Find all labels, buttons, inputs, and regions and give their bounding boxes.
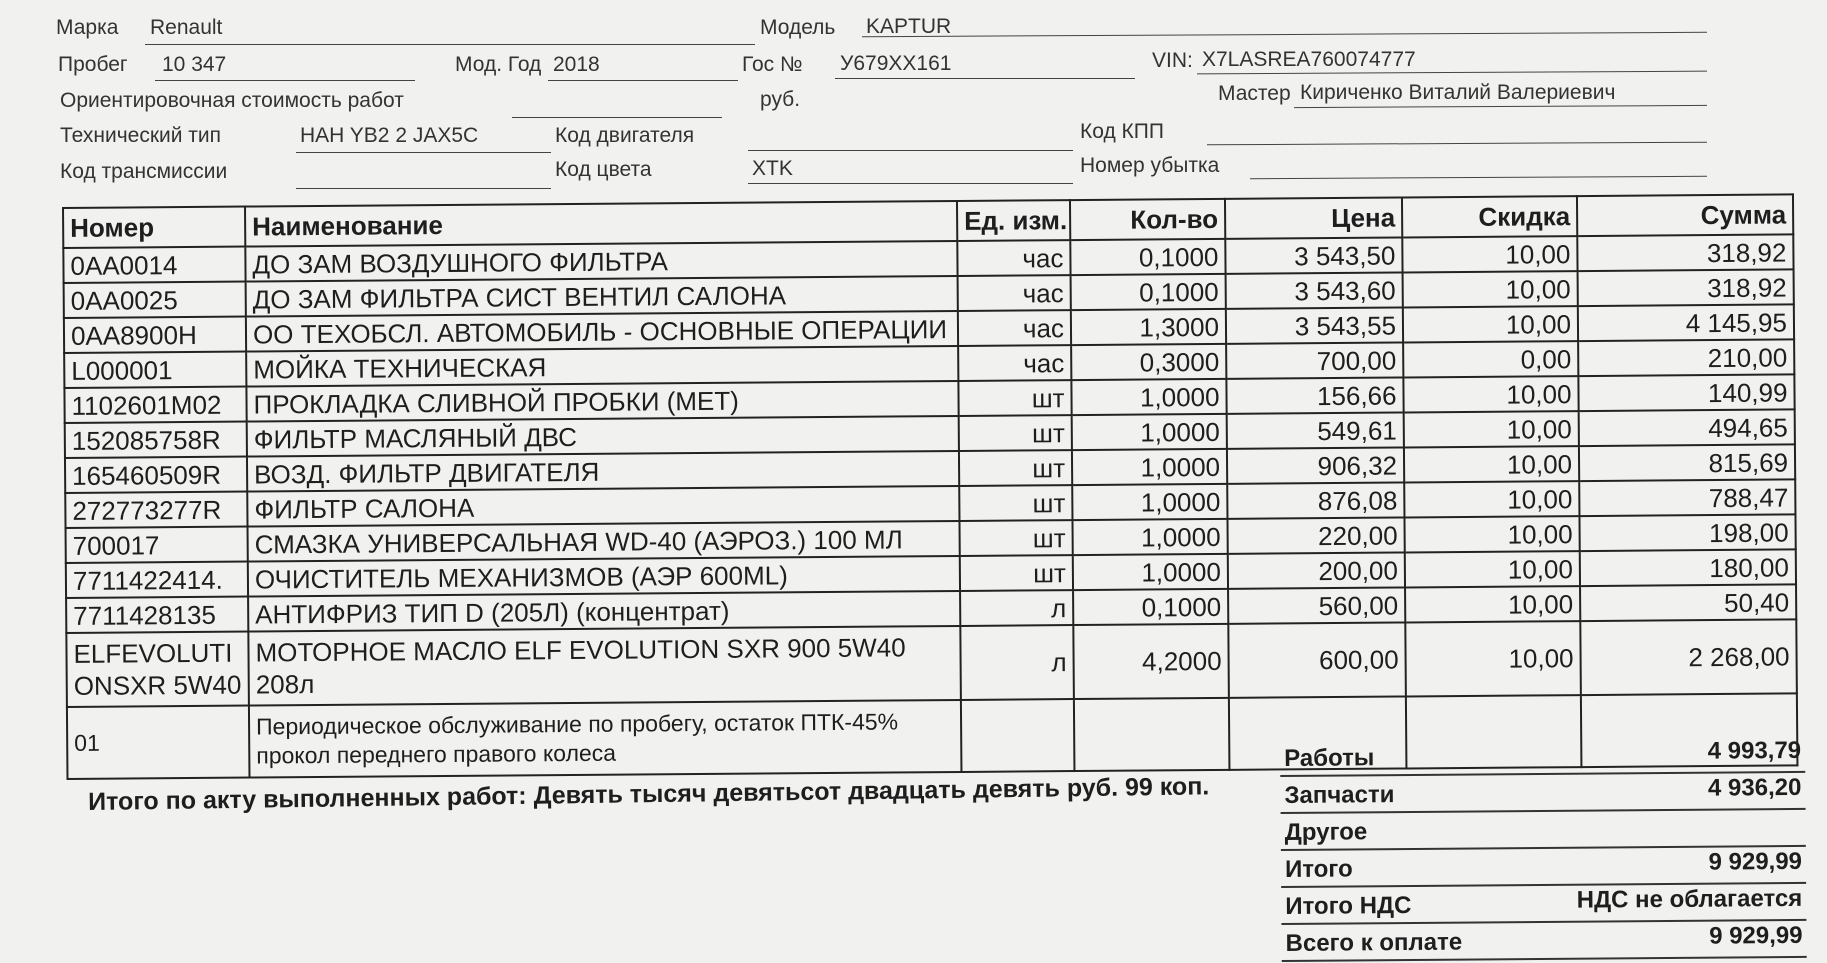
cell-discount: 10,00 xyxy=(1404,446,1579,482)
totals-row xyxy=(1281,847,1806,888)
cell-price: 220,00 xyxy=(1227,517,1404,553)
cell-unit: шт xyxy=(958,380,1071,416)
cell-name: МОЙКА ТЕХНИЧЕСКАЯ xyxy=(246,346,958,387)
col-header-number: Номер xyxy=(63,207,245,248)
cell-unit: шт xyxy=(959,485,1072,521)
cell-discount: 10,00 xyxy=(1405,586,1580,622)
totals-label: Всего к оплате xyxy=(1285,928,1463,957)
cell-sum: 210,00 xyxy=(1578,339,1794,376)
tech-type-underline xyxy=(296,152,551,153)
trans-code-underline xyxy=(296,188,551,189)
cell-sum: 788,47 xyxy=(1579,479,1795,516)
rub-label: руб. xyxy=(760,88,801,111)
cell-price: 3 543,60 xyxy=(1226,272,1403,308)
cell-qty: 1,3000 xyxy=(1071,309,1226,345)
cell-qty: 1,0000 xyxy=(1072,519,1227,555)
cost-underline xyxy=(512,117,722,118)
cell-number: 700017 xyxy=(66,527,248,563)
cell-price: 560,00 xyxy=(1228,587,1405,623)
summary-label: Итого по акту выполненных работ: xyxy=(88,781,527,816)
cell-number: 7711428135 xyxy=(66,597,248,633)
probeg-label: Пробег xyxy=(58,53,128,76)
trans-code-label: Код трансмиссии xyxy=(60,160,228,183)
cell-discount: 10,00 xyxy=(1403,306,1578,342)
vin-label: VIN: xyxy=(1152,49,1193,72)
cell-name: ОЧИСТИТЕЛЬ МЕХАНИЗМОВ (АЭР 600ML) xyxy=(248,556,960,597)
col-header-discount: Скидка xyxy=(1402,196,1577,237)
loss-no-label: Номер убытка xyxy=(1080,154,1220,177)
cell-sum: 50,40 xyxy=(1580,584,1796,621)
cell-name: АНТИФРИЗ ТИП D (205Л) (концентрат) xyxy=(248,591,960,632)
cell-sum: 2 268,00 xyxy=(1580,619,1797,695)
totals-value: 9 929,99 xyxy=(1708,847,1803,876)
totals-value: 9 929,99 xyxy=(1709,921,1803,950)
cell-discount: 10,00 xyxy=(1402,236,1577,272)
loss-no-underline xyxy=(1250,176,1707,179)
col-header-unit: Ед. изм. xyxy=(957,200,1070,241)
master-label: Мастер xyxy=(1218,82,1291,105)
cell-price: 876,08 xyxy=(1227,482,1404,518)
cell-number: 0AA8900H xyxy=(64,317,246,353)
cell-price: 3 543,55 xyxy=(1226,307,1403,343)
marka-underline xyxy=(145,44,755,45)
cell-number: 0AA0014 xyxy=(63,247,245,283)
cell-name: МОТОРНОЕ МАСЛО ELF EVOLUTION SXR 900 5W40 208л xyxy=(248,626,961,706)
cell-discount: 0,00 xyxy=(1403,341,1578,377)
cell-name: ВОЗД. ФИЛЬТР ДВИГАТЕЛЯ xyxy=(247,451,959,492)
color-code-label: Код цвета xyxy=(555,158,652,181)
cell-sum: 180,00 xyxy=(1580,549,1796,586)
totals-row xyxy=(1281,810,1806,851)
model-label: Модель xyxy=(760,16,836,39)
summary-amount-words: Девять тысяч девятьсот двадцать девять руб. 99 коп. xyxy=(533,772,1210,810)
summary-line xyxy=(88,772,1209,817)
totals-label: Запчасти xyxy=(1284,781,1395,809)
cell-unit: час xyxy=(958,275,1071,311)
cell-number: 0AA0025 xyxy=(64,282,246,318)
cell-name: ПРОКЛАДКА СЛИВНОЙ ПРОБКИ (МЕТ) xyxy=(246,381,958,422)
cell-qty: 1,0000 xyxy=(1072,449,1227,485)
cell-qty: 0,3000 xyxy=(1071,344,1226,380)
cell-unit: час xyxy=(957,240,1070,276)
master-underline xyxy=(1294,105,1707,108)
cell-number: L000001 xyxy=(64,352,246,388)
cell-sum: 318,92 xyxy=(1577,234,1793,271)
cell-name: ОО ТЕХОБСЛ. АВТОМОБИЛЬ - ОСНОВНЫЕ ОПЕРАЦИИ xyxy=(246,311,958,352)
table-row xyxy=(66,619,1797,707)
model-value: KAPTUR xyxy=(866,15,952,38)
engine-code-underline xyxy=(748,150,1073,151)
marka-label: Марка xyxy=(56,16,119,39)
cell-price: 700,00 xyxy=(1226,342,1403,378)
cost-label: Ориентировочная стоимость работ xyxy=(60,89,404,112)
cell-qty: 0,1000 xyxy=(1070,239,1225,275)
note-text: Периодическое обслуживание по пробегу, остаток ПТК-45% прокол переднего правого колеса xyxy=(249,700,962,778)
cell-price: 156,66 xyxy=(1226,377,1403,413)
kpp-code-label: Код КПП xyxy=(1080,120,1164,143)
color-code-underline xyxy=(748,183,1073,184)
cell-sum: 815,69 xyxy=(1579,444,1795,481)
cell-unit: шт xyxy=(960,555,1073,591)
totals-row xyxy=(1280,736,1805,777)
tech-type-label: Технический тип xyxy=(60,124,222,147)
cell-discount: 10,00 xyxy=(1403,376,1578,412)
totals-row xyxy=(1281,921,1806,962)
tech-type-value: HAH YB2 2 JAX5C xyxy=(300,124,479,147)
cell-number: 272773277R xyxy=(65,492,247,528)
cell-unit: л xyxy=(960,625,1074,700)
totals-label: Работы xyxy=(1284,744,1375,772)
col-header-qty: Кол-во xyxy=(1070,199,1225,240)
cell-unit: час xyxy=(958,310,1071,346)
color-code-value: XTK xyxy=(752,157,793,180)
cell-price: 3 543,50 xyxy=(1225,237,1402,273)
model-underline xyxy=(862,32,1707,37)
cell-number: 1102601M02 xyxy=(64,387,246,423)
engine-code-label: Код двигателя xyxy=(555,124,695,147)
mod-god-label: Мод. Год xyxy=(455,53,542,76)
mod-god-underline xyxy=(548,80,738,81)
probeg-underline xyxy=(155,80,415,81)
cell-number: ELFEVOLUTI ONSXR 5W40 xyxy=(66,632,249,707)
cell-discount: 10,00 xyxy=(1404,516,1579,552)
cell-unit: шт xyxy=(959,450,1072,486)
totals-row xyxy=(1281,884,1806,925)
totals-block xyxy=(1280,736,1807,962)
cell-price: 549,61 xyxy=(1227,412,1404,448)
cell-sum: 140,99 xyxy=(1578,374,1794,411)
totals-value: 4 936,20 xyxy=(1707,773,1802,802)
gos-value: У679ХХ161 xyxy=(840,52,952,75)
cell-name: СМАЗКА УНИВЕРСАЛЬНАЯ WD-40 (АЭРОЗ.) 100 МЛ xyxy=(248,521,960,562)
cell-name: ФИЛЬТР САЛОНА xyxy=(247,486,959,527)
cell-name: ДО ЗАМ ВОЗДУШНОГО ФИЛЬТРА xyxy=(245,241,957,282)
kpp-code-underline xyxy=(1207,142,1707,146)
cell-unit: л xyxy=(960,590,1073,626)
cell-discount: 10,00 xyxy=(1405,551,1580,587)
note-empty-cell xyxy=(1074,698,1230,771)
vin-value: X7LASREA760074777 xyxy=(1202,48,1416,71)
totals-label: Итого НДС xyxy=(1285,891,1412,920)
cell-price: 200,00 xyxy=(1228,552,1405,588)
cell-sum: 4 145,95 xyxy=(1578,304,1794,341)
cell-sum: 494,65 xyxy=(1579,409,1795,446)
cell-qty: 1,0000 xyxy=(1072,414,1227,450)
cell-unit: шт xyxy=(959,520,1072,556)
totals-label: Другое xyxy=(1284,818,1368,846)
cell-unit: шт xyxy=(959,415,1072,451)
cell-discount: 10,00 xyxy=(1404,411,1579,447)
cell-qty: 1,0000 xyxy=(1072,484,1227,520)
cell-number: 7711422414. xyxy=(66,562,248,598)
totals-label: Итого xyxy=(1284,855,1353,883)
cell-qty: 0,1000 xyxy=(1071,274,1226,310)
cell-discount: 10,00 xyxy=(1403,271,1578,307)
col-header-price: Цена xyxy=(1225,197,1402,238)
items-table xyxy=(62,193,1798,780)
col-header-sum: Сумма xyxy=(1577,194,1793,236)
gos-label: Гос № xyxy=(742,53,803,76)
note-empty-cell xyxy=(961,699,1075,772)
gos-underline xyxy=(835,78,1135,79)
cell-qty: 1,0000 xyxy=(1073,554,1228,590)
items-table-body xyxy=(63,234,1797,779)
cell-discount: 10,00 xyxy=(1404,481,1579,517)
cell-number: 152085758R xyxy=(65,422,247,458)
master-value: Кириченко Виталий Валериевич xyxy=(1300,81,1616,104)
totals-row xyxy=(1280,773,1805,814)
mod-god-value: 2018 xyxy=(553,53,600,76)
cell-name: ФИЛЬТР МАСЛЯНЫЙ ДВС xyxy=(247,416,959,457)
cell-qty: 4,2000 xyxy=(1073,624,1229,699)
cell-sum: 318,92 xyxy=(1578,269,1794,306)
cell-price: 906,32 xyxy=(1227,447,1404,483)
cell-price: 600,00 xyxy=(1228,622,1406,697)
cell-discount: 10,00 xyxy=(1405,621,1581,696)
totals-value: 4 993,79 xyxy=(1707,736,1802,765)
cell-name: ДО ЗАМ ФИЛЬТРА СИСТ ВЕНТИЛ САЛОНА xyxy=(246,276,958,317)
note-code: 01 xyxy=(67,706,250,779)
marka-value: Renault xyxy=(150,16,223,39)
cell-unit: час xyxy=(958,345,1071,381)
cell-qty: 1,0000 xyxy=(1071,379,1226,415)
probeg-value: 10 347 xyxy=(162,53,227,76)
cell-sum: 198,00 xyxy=(1579,514,1795,551)
col-header-name: Наименование xyxy=(245,201,957,247)
totals-value: НДС не облагается xyxy=(1576,884,1803,914)
cell-qty: 0,1000 xyxy=(1073,589,1228,625)
cell-number: 165460509R xyxy=(65,457,247,493)
